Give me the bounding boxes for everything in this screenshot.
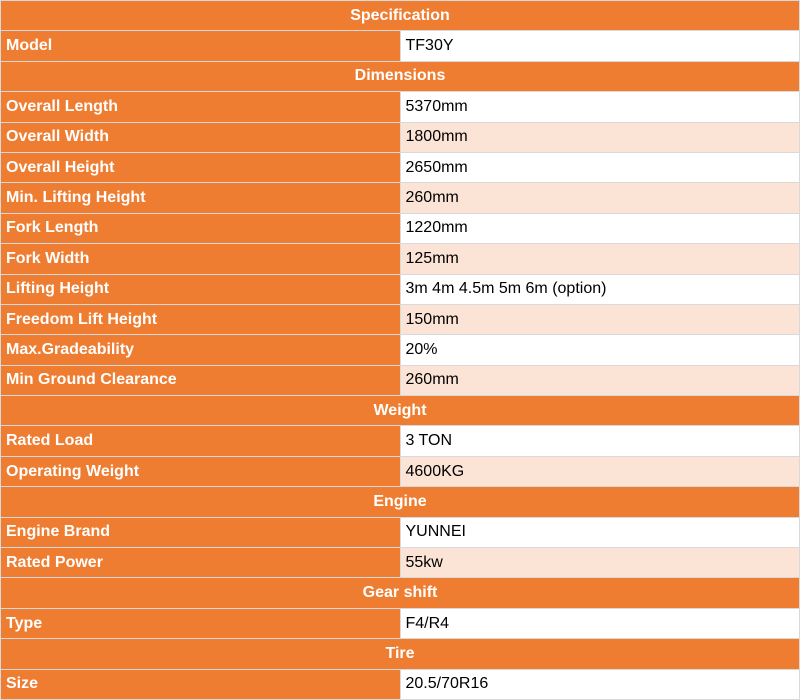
spec-label: Overall Length xyxy=(1,92,401,122)
spec-row xyxy=(1,152,800,182)
spec-value: 55kw xyxy=(400,548,800,578)
spec-row xyxy=(1,608,800,638)
section-header-row xyxy=(1,487,800,517)
spec-row xyxy=(1,669,800,699)
spec-row xyxy=(1,365,800,395)
spec-row xyxy=(1,517,800,547)
spec-label: Lifting Height xyxy=(1,274,401,304)
spec-table-body xyxy=(1,1,800,700)
spec-value: 1800mm xyxy=(400,122,800,152)
spec-value: 260mm xyxy=(400,365,800,395)
spec-label: Rated Power xyxy=(1,548,401,578)
section-header-row xyxy=(1,396,800,426)
spec-value: 5370mm xyxy=(400,92,800,122)
section-header: Weight xyxy=(1,396,800,426)
spec-value: F4/R4 xyxy=(400,608,800,638)
spec-label: Type xyxy=(1,608,401,638)
section-header: Gear shift xyxy=(1,578,800,608)
spec-value: 3m 4m 4.5m 5m 6m (option) xyxy=(400,274,800,304)
spec-row xyxy=(1,426,800,456)
spec-label: Engine Brand xyxy=(1,517,401,547)
spec-row xyxy=(1,183,800,213)
spec-label: Min. Lifting Height xyxy=(1,183,401,213)
section-header: Tire xyxy=(1,639,800,669)
spec-value: 125mm xyxy=(400,244,800,274)
spec-row xyxy=(1,244,800,274)
spec-row xyxy=(1,456,800,486)
spec-value: 150mm xyxy=(400,304,800,334)
spec-label: Overall Height xyxy=(1,152,401,182)
spec-row xyxy=(1,213,800,243)
spec-value: 3 TON xyxy=(400,426,800,456)
spec-label: Freedom Lift Height xyxy=(1,304,401,334)
spec-label: Max.Gradeability xyxy=(1,335,401,365)
spec-value: 4600KG xyxy=(400,456,800,486)
spec-label: Operating Weight xyxy=(1,456,401,486)
section-header-row xyxy=(1,1,800,31)
spec-value: 260mm xyxy=(400,183,800,213)
spec-row xyxy=(1,92,800,122)
spec-row xyxy=(1,335,800,365)
spec-value: 2650mm xyxy=(400,152,800,182)
spec-value: 1220mm xyxy=(400,213,800,243)
spec-row xyxy=(1,548,800,578)
spec-row xyxy=(1,122,800,152)
spec-label: Model xyxy=(1,31,401,61)
spec-label: Overall Width xyxy=(1,122,401,152)
spec-label: Rated Load xyxy=(1,426,401,456)
section-header-row xyxy=(1,61,800,91)
spec-label: Min Ground Clearance xyxy=(1,365,401,395)
spec-row xyxy=(1,274,800,304)
spec-label: Fork Length xyxy=(1,213,401,243)
spec-label: Fork Width xyxy=(1,244,401,274)
spec-value: TF30Y xyxy=(400,31,800,61)
section-header: Engine xyxy=(1,487,800,517)
spec-value: 20.5/70R16 xyxy=(400,669,800,699)
spec-row xyxy=(1,304,800,334)
section-header: Specification xyxy=(1,1,800,31)
section-header-row xyxy=(1,639,800,669)
spec-value: 20% xyxy=(400,335,800,365)
section-header-row xyxy=(1,578,800,608)
section-header: Dimensions xyxy=(1,61,800,91)
spec-value: YUNNEI xyxy=(400,517,800,547)
spec-row xyxy=(1,31,800,61)
spec-label: Size xyxy=(1,669,401,699)
